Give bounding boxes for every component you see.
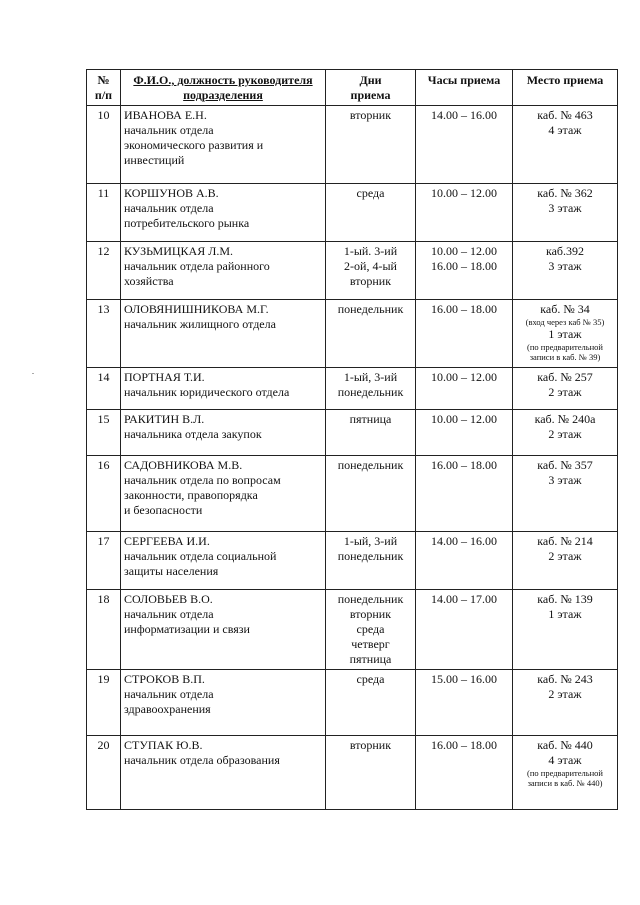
- reception-day: среда: [356, 672, 385, 686]
- head-position-line: начальник отдела районного: [124, 259, 270, 273]
- head-position-line: начальник отдела по вопросам: [124, 473, 281, 487]
- head-name: ОЛОВЯНИШНИКОВА М.Г.: [124, 302, 269, 316]
- head-position-line: начальника отдела закупок: [124, 427, 262, 441]
- head-name: СЕРГЕЕВА И.И.: [124, 534, 210, 548]
- row-number: 10: [87, 106, 121, 184]
- reception-room-note: записи в каб. № 440): [527, 778, 603, 788]
- reception-hours: 16.00 – 18.00: [431, 302, 497, 316]
- reception-day: вторник: [349, 738, 392, 752]
- head-position-line: начальник отдела образования: [124, 753, 280, 767]
- reception-day: 2-ой, 4-ый: [344, 259, 397, 273]
- reception-day: пятница: [349, 652, 392, 666]
- scan-mark: [32, 373, 34, 374]
- reception-place-cell: [513, 532, 618, 590]
- header-num-line2: п/п: [94, 88, 113, 102]
- head-name: ПОРТНАЯ Т.И.: [124, 370, 205, 384]
- head-cell: [121, 456, 326, 532]
- table-row: [87, 300, 618, 368]
- reception-hours-cell: [416, 106, 513, 184]
- reception-room: 3 этаж: [548, 201, 582, 215]
- reception-room: каб. № 240а: [534, 412, 596, 426]
- reception-room: каб. № 257: [537, 370, 593, 384]
- reception-day: понедельник: [337, 302, 404, 316]
- reception-appointment-note: (по предварительной: [527, 342, 603, 352]
- reception-hours: 10.00 – 12.00: [431, 370, 497, 384]
- reception-day: среда: [356, 186, 385, 200]
- header-days-line2: приема: [350, 88, 391, 102]
- reception-place-cell: [513, 736, 618, 810]
- reception-room: каб.392: [545, 244, 585, 258]
- reception-day: 1-ый, 3-ий: [343, 534, 398, 548]
- head-position-line: начальник отдела: [124, 607, 214, 621]
- reception-place-cell: [513, 106, 618, 184]
- header-place: Место приема: [513, 70, 618, 106]
- reception-day: пятница: [349, 412, 392, 426]
- head-name: КОРШУНОВ А.В.: [124, 186, 219, 200]
- reception-day: понедельник: [337, 592, 404, 606]
- reception-room: 2 этаж: [548, 385, 582, 399]
- reception-room: каб. № 357: [537, 458, 593, 472]
- reception-room: 2 этаж: [548, 427, 582, 441]
- reception-hours-cell: [416, 590, 513, 670]
- table-row: [87, 532, 618, 590]
- reception-room: 2 этаж: [548, 549, 582, 563]
- reception-days-cell: [326, 532, 416, 590]
- head-name: СОЛОВЬЕВ В.О.: [124, 592, 213, 606]
- head-name: РАКИТИН В.Л.: [124, 412, 205, 426]
- header-days: [326, 70, 416, 106]
- head-cell: [121, 242, 326, 300]
- table-row: [87, 736, 618, 810]
- reception-place-cell: [513, 590, 618, 670]
- reception-hours-cell: [416, 532, 513, 590]
- reception-hours-cell: [416, 410, 513, 456]
- header-fio: Ф.И.О., должность руководителя подразделения: [121, 70, 326, 106]
- reception-hours-cell: [416, 184, 513, 242]
- head-position-line: информатизации и связи: [124, 622, 250, 636]
- reception-days-cell: [326, 300, 416, 368]
- reception-appointment-note: записи в каб. № 39): [529, 352, 601, 362]
- row-number: 12: [87, 242, 121, 300]
- reception-hours-cell: [416, 368, 513, 410]
- head-cell: [121, 590, 326, 670]
- table-row: [87, 456, 618, 532]
- head-position-line: потребительского рынка: [124, 216, 250, 230]
- row-number: 13: [87, 300, 121, 368]
- row-number: 16: [87, 456, 121, 532]
- table-row: [87, 106, 618, 184]
- reception-room: 4 этаж: [548, 753, 582, 767]
- reception-hours-cell: [416, 670, 513, 736]
- table-row: [87, 184, 618, 242]
- reception-days-cell: [326, 368, 416, 410]
- head-position-line: начальник отдела: [124, 123, 214, 137]
- reception-room: каб. № 362: [537, 186, 593, 200]
- head-cell: [121, 670, 326, 736]
- reception-hours: 10.00 – 12.00: [431, 412, 497, 426]
- row-number: 11: [87, 184, 121, 242]
- row-number: 18: [87, 590, 121, 670]
- header-num: [87, 70, 121, 106]
- head-cell: [121, 184, 326, 242]
- reception-room: каб. № 34: [540, 302, 590, 316]
- reception-room-note: (вход через каб № 35): [525, 317, 605, 327]
- reception-day: четверг: [351, 637, 390, 651]
- head-name: СТУПАК Ю.В.: [124, 738, 203, 752]
- reception-days-cell: [326, 670, 416, 736]
- row-number: 20: [87, 736, 121, 810]
- reception-hours: 10.00 – 12.00: [431, 244, 497, 258]
- reception-place-cell: [513, 410, 618, 456]
- reception-place-cell: [513, 184, 618, 242]
- reception-days-cell: [326, 410, 416, 456]
- head-cell: [121, 532, 326, 590]
- head-position-line: защиты населения: [124, 564, 219, 578]
- head-name: ИВАНОВА Е.Н.: [124, 108, 207, 122]
- reception-place-cell: [513, 368, 618, 410]
- reception-hours: 10.00 – 12.00: [431, 186, 497, 200]
- table-row: [87, 410, 618, 456]
- reception-room: 1 этаж: [548, 607, 582, 621]
- reception-day: вторник: [349, 607, 392, 621]
- reception-room: 3 этаж: [548, 473, 582, 487]
- reception-hours-cell: [416, 456, 513, 532]
- head-position-line: начальник отдела социальной: [124, 549, 277, 563]
- header-row: [87, 70, 618, 106]
- reception-room: каб. № 243: [537, 672, 593, 686]
- reception-room-note: (по предварительной: [527, 768, 603, 778]
- reception-day: понедельник: [337, 385, 404, 399]
- reception-day: 1-ый, 3-ий: [343, 370, 398, 384]
- row-number: 17: [87, 532, 121, 590]
- head-position-line: здравоохранения: [124, 702, 211, 716]
- reception-day: понедельник: [337, 549, 404, 563]
- head-cell: [121, 300, 326, 368]
- head-position-line: начальник отдела: [124, 687, 214, 701]
- table-row: [87, 242, 618, 300]
- reception-hours-cell: [416, 736, 513, 810]
- reception-room: 4 этаж: [548, 123, 582, 137]
- table-body: [87, 106, 618, 810]
- table-row: [87, 590, 618, 670]
- reception-hours: 15.00 – 16.00: [431, 672, 497, 686]
- head-name: САДОВНИКОВА М.В.: [124, 458, 243, 472]
- head-cell: [121, 368, 326, 410]
- row-number: 15: [87, 410, 121, 456]
- reception-days-cell: [326, 242, 416, 300]
- reception-place-cell: [513, 670, 618, 736]
- reception-room: каб. № 214: [537, 534, 593, 548]
- head-position-line: и безопасности: [124, 503, 203, 517]
- row-number: 19: [87, 670, 121, 736]
- reception-day: вторник: [349, 108, 392, 122]
- table-row: [87, 368, 618, 410]
- reception-hours: 14.00 – 16.00: [431, 534, 497, 548]
- reception-place-cell: [513, 456, 618, 532]
- head-position-line: экономического развития и: [124, 138, 264, 152]
- reception-days-cell: [326, 456, 416, 532]
- reception-day: среда: [356, 622, 385, 636]
- header-hours: Часы приема: [416, 70, 513, 106]
- head-position-line: законности, правопорядка: [124, 488, 258, 502]
- reception-floor: 1 этаж: [548, 327, 582, 341]
- reception-hours-cell: [416, 300, 513, 368]
- reception-hours: 16.00 – 18.00: [431, 458, 497, 472]
- reception-day: вторник: [349, 274, 392, 288]
- reception-schedule-table: [86, 69, 618, 810]
- reception-room: каб. № 139: [537, 592, 593, 606]
- reception-days-cell: [326, 736, 416, 810]
- head-position-line: начальник отдела: [124, 201, 214, 215]
- head-cell: [121, 736, 326, 810]
- reception-room: каб. № 463: [537, 108, 593, 122]
- reception-days-cell: [326, 184, 416, 242]
- reception-hours: 16.00 – 18.00: [431, 738, 497, 752]
- head-position-line: хозяйства: [124, 274, 174, 288]
- reception-room: 3 этаж: [548, 259, 582, 273]
- head-position-line: начальник юридического отдела: [124, 385, 290, 399]
- reception-place-cell: [513, 242, 618, 300]
- header-days-line1: Дни: [359, 73, 382, 87]
- row-number: 14: [87, 368, 121, 410]
- head-position-line: начальник жилищного отдела: [124, 317, 276, 331]
- reception-day: 1-ый. 3-ий: [343, 244, 398, 258]
- table-row: [87, 670, 618, 736]
- reception-days-cell: [326, 590, 416, 670]
- header-num-line1: №: [97, 73, 110, 87]
- reception-room: каб. № 440: [537, 738, 593, 752]
- reception-hours-cell: [416, 242, 513, 300]
- reception-room: 2 этаж: [548, 687, 582, 701]
- reception-days-cell: [326, 106, 416, 184]
- reception-hours: 16.00 – 18.00: [431, 259, 497, 273]
- reception-hours: 14.00 – 17.00: [431, 592, 497, 606]
- head-cell: [121, 106, 326, 184]
- reception-day: понедельник: [337, 458, 404, 472]
- reception-place-cell: [513, 300, 618, 368]
- head-name: КУЗЬМИЦКАЯ Л.М.: [124, 244, 234, 258]
- reception-hours: 14.00 – 16.00: [431, 108, 497, 122]
- head-position-line: инвестиций: [124, 153, 185, 167]
- head-name: СТРОКОВ В.П.: [124, 672, 205, 686]
- head-cell: [121, 410, 326, 456]
